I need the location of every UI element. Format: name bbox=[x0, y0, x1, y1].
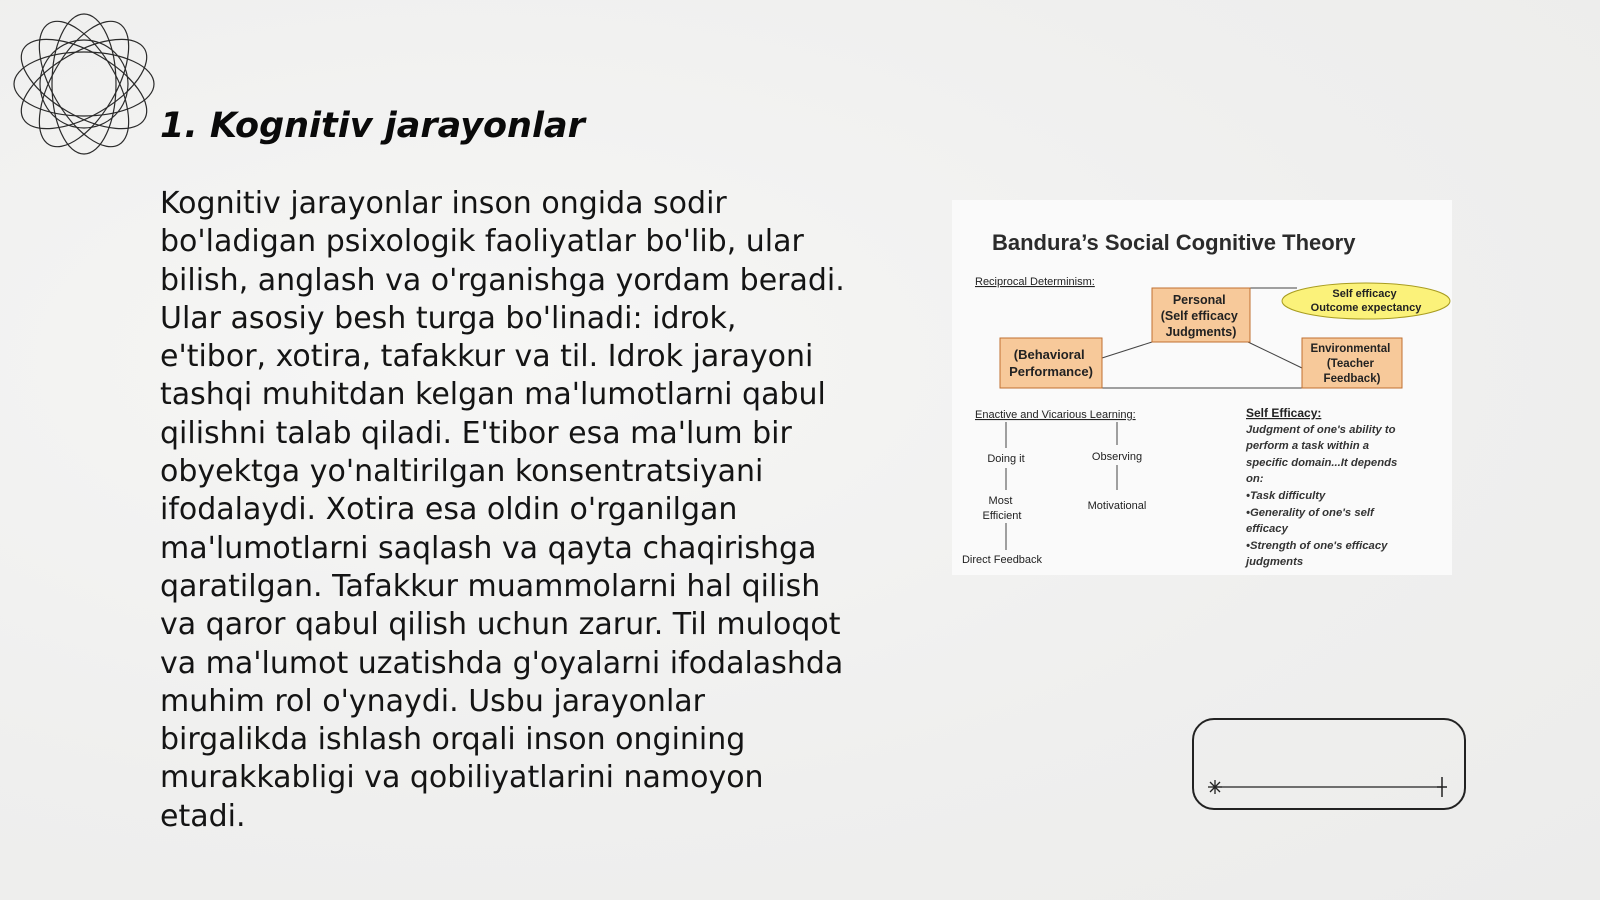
personal-label-2: (Self efficacy bbox=[1160, 309, 1238, 323]
environmental-label-1: Environmental bbox=[1310, 343, 1391, 355]
behavioral-label-2: Performance) bbox=[1009, 364, 1093, 379]
plus-star-icon bbox=[1437, 777, 1447, 797]
bullet-2: •Generality of one's self bbox=[1246, 507, 1374, 519]
spirograph-circles-icon bbox=[10, 10, 158, 158]
personal-label-1: Personal bbox=[1172, 293, 1226, 307]
bullet-3: •Strength of one's efficacy bbox=[1246, 540, 1388, 552]
bullet-2-cont: efficacy bbox=[1246, 523, 1288, 535]
reciprocal-determinism-label: Reciprocal Determinism: bbox=[975, 276, 1095, 288]
personal-label-3: Judgments) bbox=[1165, 325, 1237, 339]
sparkle-icon bbox=[1208, 780, 1222, 794]
self-efficacy-desc-2: perform a task within a bbox=[1246, 440, 1370, 452]
diagram-title: Bandura’s Social Cognitive Theory bbox=[992, 230, 1356, 255]
self-efficacy-desc-4: on: bbox=[1246, 473, 1264, 485]
ellipse-label-2: Outcome expectancy bbox=[1310, 302, 1422, 314]
environmental-label-3: Feedback) bbox=[1323, 373, 1381, 385]
bullet-3-cont: judgments bbox=[1246, 556, 1304, 568]
bullet-1: •Task difficulty bbox=[1246, 490, 1326, 502]
svg-text:Judgment of one's ability to bbox=[1244, 424, 1400, 568]
ellipse-label-1: Self efficacy bbox=[1332, 288, 1397, 300]
self-efficacy-heading: Self Efficacy: bbox=[1246, 406, 1322, 420]
slide-title: 1. Kognitiv jarayonlar bbox=[160, 106, 585, 146]
efficient-label: Efficient bbox=[982, 510, 1022, 522]
behavioral-box bbox=[1000, 338, 1102, 388]
environmental-label-2: (Teacher bbox=[1326, 358, 1374, 370]
self-efficacy-desc-1: Judgment of one's ability to bbox=[1246, 424, 1396, 436]
learning-label: Enactive and Vicarious Learning: bbox=[975, 409, 1136, 421]
observing-label: Observing bbox=[1091, 451, 1143, 463]
self-efficacy-desc-3: specific domain...It depends bbox=[1246, 457, 1398, 469]
behavioral-label-1: (Behavioral bbox=[1013, 347, 1085, 362]
svg-text:Most Efficient bbox=[983, 495, 1022, 522]
direct-feedback-label: Direct Feedback bbox=[961, 554, 1043, 566]
decorative-rounded-box bbox=[1192, 718, 1466, 810]
slide-body-text: Kognitiv jarayonlar inson ongida sodir bo'ladigan psixologik faoliyatlar bo'lib, ular bilish, anglash va o'rganishga yordam beradi. Ular asosiy besh turga bo'linadi: idrok, e'tibor, xotira, tafakkur va til. Idrok jarayoni tashqi muhitdan kelgan ma'lumotlarni qabul qilishni talab qiladi. E'tibor esa ma'lum bir obyektga yo'naltirilgan konsentratsiyani ifodalaydi. Xotira esa oldin o'rganilgan ma'lumotlarni saqlash va qayta chaqirishga qaratilgan. Tafakkur muammolarni hal qilish va qaror qabul qilish uchun zarur. Til muloqot va ma'lumot uzatishda g'oyalarni ifodalashda muhim rol o'ynaydi. Usbu jarayonlar birgalikda ishlash orqali inson ongining murakkabligi va qobiliyatlarini namoyon etadi. bbox=[160, 186, 845, 834]
bandura-diagram-image bbox=[952, 200, 1452, 575]
most-label: Most bbox=[988, 495, 1013, 507]
doing-it-label: Doing it bbox=[987, 453, 1025, 465]
motivational-label: Motivational bbox=[1087, 500, 1147, 512]
